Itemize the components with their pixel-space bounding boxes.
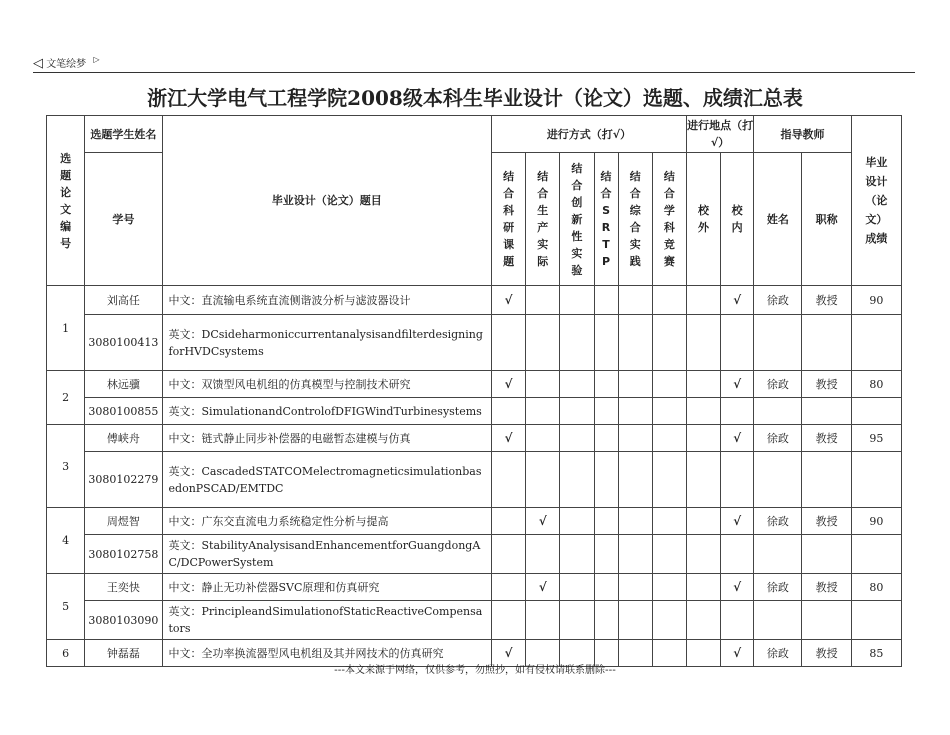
empty-cell	[526, 601, 560, 640]
empty-cell	[754, 452, 802, 508]
empty-cell	[851, 535, 901, 574]
empty-cell	[802, 398, 851, 425]
advisor-title-cell: 教授	[802, 574, 851, 601]
topic-en-cell: 英文：DCsideharmoniccurrentanalysisandfilterdesigningforHVDCsystems	[162, 315, 492, 371]
topic-number-cell: 3	[47, 425, 85, 508]
method-cell	[594, 286, 618, 315]
table-row	[47, 315, 902, 371]
empty-cell	[618, 398, 652, 425]
topic-number-cell: 6	[47, 640, 85, 667]
table-row	[47, 425, 902, 452]
method-cell	[618, 371, 652, 398]
empty-cell	[652, 601, 686, 640]
header-topic-number: 选题论文编号	[47, 116, 85, 286]
method-cell: √	[492, 640, 526, 667]
method-cell	[652, 574, 686, 601]
empty-cell	[594, 452, 618, 508]
method-cell	[618, 425, 652, 452]
advisor-name-cell: 徐政	[754, 371, 802, 398]
table-row	[47, 398, 902, 425]
advisor-title-cell: 教授	[802, 371, 851, 398]
header-location-off-campus: 校外	[686, 153, 720, 286]
header-method-research: 结合科研课题	[492, 153, 526, 286]
empty-cell	[526, 315, 560, 371]
empty-cell	[594, 398, 618, 425]
location-on-campus-cell: √	[721, 371, 754, 398]
empty-cell	[721, 601, 754, 640]
empty-cell	[754, 601, 802, 640]
method-cell	[526, 286, 560, 315]
location-on-campus-cell: √	[721, 508, 754, 535]
empty-cell	[802, 601, 851, 640]
advisor-title-cell: 教授	[802, 508, 851, 535]
grade-cell: 80	[851, 371, 901, 398]
method-cell: √	[526, 508, 560, 535]
empty-cell	[492, 601, 526, 640]
topic-number-cell: 5	[47, 574, 85, 640]
topic-number-cell: 1	[47, 286, 85, 371]
topic-cn-cell: 中文：静止无功补偿器SVC原理和仿真研究	[162, 574, 492, 601]
student-name-cell: 王奕快	[85, 574, 162, 601]
method-cell: √	[492, 286, 526, 315]
student-id-cell: 3080102279	[85, 452, 162, 508]
location-on-campus-cell: √	[721, 286, 754, 315]
advisor-title-cell: 教授	[802, 640, 851, 667]
header-location-group: 进行地点（打√）	[686, 116, 753, 153]
empty-cell	[560, 315, 594, 371]
advisor-name-cell: 徐政	[754, 574, 802, 601]
method-cell: √	[492, 371, 526, 398]
header-rule	[33, 72, 915, 73]
grade-cell: 90	[851, 508, 901, 535]
empty-cell	[526, 398, 560, 425]
empty-cell	[851, 601, 901, 640]
empty-cell	[526, 535, 560, 574]
empty-cell	[560, 452, 594, 508]
empty-cell	[560, 398, 594, 425]
method-cell	[618, 286, 652, 315]
empty-cell	[652, 535, 686, 574]
student-id-cell: 3080100413	[85, 315, 162, 371]
method-cell	[618, 508, 652, 535]
table-row	[47, 452, 902, 508]
student-name-cell: 傅峡舟	[85, 425, 162, 452]
empty-cell	[492, 535, 526, 574]
grade-cell: 85	[851, 640, 901, 667]
location-off-campus-cell	[686, 425, 720, 452]
advisor-name-cell: 徐政	[754, 425, 802, 452]
header-advisor-group: 指导教师	[754, 116, 851, 153]
topic-cn-cell: 中文：直流输电系统直流侧谐波分析与滤波器设计	[162, 286, 492, 315]
topics-table-body	[47, 286, 902, 667]
header-label: 文笔绘梦	[46, 59, 87, 70]
location-on-campus-cell: √	[721, 574, 754, 601]
header-method-group: 进行方式（打√）	[492, 116, 687, 153]
method-cell	[560, 286, 594, 315]
empty-cell	[686, 601, 720, 640]
method-cell	[652, 371, 686, 398]
student-id-cell: 3080102758	[85, 535, 162, 574]
footer-note: ---本文来源于网络，仅供参考，勿照抄，如有侵权请联系删除---	[334, 665, 616, 676]
location-on-campus-cell: √	[721, 640, 754, 667]
empty-cell	[618, 452, 652, 508]
grade-cell: 80	[851, 574, 901, 601]
header-method-competition: 结合学科竞赛	[652, 153, 686, 286]
student-id-cell: 3080103090	[85, 601, 162, 640]
topic-en-cell: 英文：PrincipleandSimulationofStaticReactiveCompensators	[162, 601, 492, 640]
empty-cell	[802, 452, 851, 508]
method-cell	[560, 371, 594, 398]
empty-cell	[754, 315, 802, 371]
method-cell	[652, 425, 686, 452]
empty-cell	[686, 535, 720, 574]
student-name-cell: 刘高任	[85, 286, 162, 315]
empty-cell	[802, 535, 851, 574]
topic-cn-cell: 中文：双馈型风电机组的仿真模型与控制技术研究	[162, 371, 492, 398]
empty-cell	[618, 315, 652, 371]
method-cell: √	[492, 425, 526, 452]
location-off-campus-cell	[686, 286, 720, 315]
table-row	[47, 286, 902, 315]
method-cell	[492, 508, 526, 535]
method-cell	[594, 508, 618, 535]
topic-number-cell: 4	[47, 508, 85, 574]
empty-cell	[652, 315, 686, 371]
triangle-left-icon: ◁	[33, 56, 43, 71]
method-cell	[594, 574, 618, 601]
header-method-innovation: 结合创新性实验	[560, 153, 594, 286]
empty-cell	[492, 398, 526, 425]
header-student-name: 选题学生姓名	[85, 116, 162, 153]
advisor-name-cell: 徐政	[754, 286, 802, 315]
empty-cell	[754, 398, 802, 425]
empty-cell	[492, 315, 526, 371]
empty-cell	[686, 452, 720, 508]
topic-cn-cell: 中文：链式静止同步补偿器的电磁暂态建模与仿真	[162, 425, 492, 452]
location-on-campus-cell: √	[721, 425, 754, 452]
topic-en-cell: 英文：StabilityAnalysisandEnhancementforGuangdongAC/DCPowerSystem	[162, 535, 492, 574]
grade-cell: 90	[851, 286, 901, 315]
method-cell	[594, 371, 618, 398]
topics-table	[46, 115, 902, 667]
method-cell	[492, 574, 526, 601]
advisor-name-cell: 徐政	[754, 640, 802, 667]
document-header	[33, 55, 100, 71]
table-row	[47, 535, 902, 574]
empty-cell	[560, 601, 594, 640]
method-cell	[652, 286, 686, 315]
advisor-title-cell: 教授	[802, 286, 851, 315]
student-name-cell: 周煜智	[85, 508, 162, 535]
header-topic-title: 毕业设计（论文）题目	[162, 116, 492, 286]
empty-cell	[721, 315, 754, 371]
empty-cell	[652, 452, 686, 508]
empty-cell	[492, 452, 526, 508]
method-cell	[594, 425, 618, 452]
empty-cell	[686, 398, 720, 425]
header-grade: 毕业设计（论文）成绩	[851, 116, 901, 286]
empty-cell	[652, 398, 686, 425]
topic-number-cell: 2	[47, 371, 85, 425]
empty-cell	[618, 535, 652, 574]
method-cell	[526, 371, 560, 398]
header-advisor-title: 职称	[802, 153, 851, 286]
empty-cell	[560, 535, 594, 574]
empty-cell	[721, 398, 754, 425]
empty-cell	[721, 452, 754, 508]
method-cell	[560, 574, 594, 601]
advisor-name-cell: 徐政	[754, 508, 802, 535]
empty-cell	[594, 535, 618, 574]
empty-cell	[802, 315, 851, 371]
header-method-srtp: 结合SRTP	[594, 153, 618, 286]
header-method-practice: 结合综合实践	[618, 153, 652, 286]
empty-cell	[754, 535, 802, 574]
table-row	[47, 371, 902, 398]
triangle-right-icon: ▷	[93, 55, 100, 64]
method-cell	[526, 425, 560, 452]
table-row	[47, 601, 902, 640]
empty-cell	[594, 315, 618, 371]
student-id-cell: 3080100855	[85, 398, 162, 425]
method-cell	[560, 508, 594, 535]
method-cell	[618, 574, 652, 601]
empty-cell	[851, 398, 901, 425]
location-off-campus-cell	[686, 371, 720, 398]
empty-cell	[526, 452, 560, 508]
empty-cell	[851, 315, 901, 371]
topic-en-cell: 英文：SimulationandControlofDFIGWindTurbinesystems	[162, 398, 492, 425]
method-cell	[560, 425, 594, 452]
location-off-campus-cell	[686, 574, 720, 601]
table-row	[47, 574, 902, 601]
empty-cell	[721, 535, 754, 574]
empty-cell	[686, 315, 720, 371]
topic-cn-cell: 中文：广东交直流电力系统稳定性分析与提高	[162, 508, 492, 535]
page-title: 浙江大学电气工程学院2008级本科生毕业设计（论文）选题、成绩汇总表	[147, 86, 803, 110]
empty-cell	[851, 452, 901, 508]
topic-cn-cell: 中文：全功率换流器型风电机组及其并网技术的仿真研究	[162, 640, 492, 667]
header-method-production: 结合生产实际	[526, 153, 560, 286]
grade-cell: 95	[851, 425, 901, 452]
empty-cell	[594, 601, 618, 640]
header-advisor-name: 姓名	[754, 153, 802, 286]
advisor-title-cell: 教授	[802, 425, 851, 452]
method-cell: √	[526, 574, 560, 601]
header-location-on-campus: 校内	[721, 153, 754, 286]
student-name-cell: 林远骥	[85, 371, 162, 398]
header-student-id: 学号	[85, 153, 162, 286]
location-off-campus-cell	[686, 508, 720, 535]
table-row	[47, 508, 902, 535]
student-name-cell: 钟磊磊	[85, 640, 162, 667]
empty-cell	[618, 601, 652, 640]
topic-en-cell: 英文：CascadedSTATCOMelectromagneticsimulationbasedonPSCAD/EMTDC	[162, 452, 492, 508]
method-cell	[652, 508, 686, 535]
